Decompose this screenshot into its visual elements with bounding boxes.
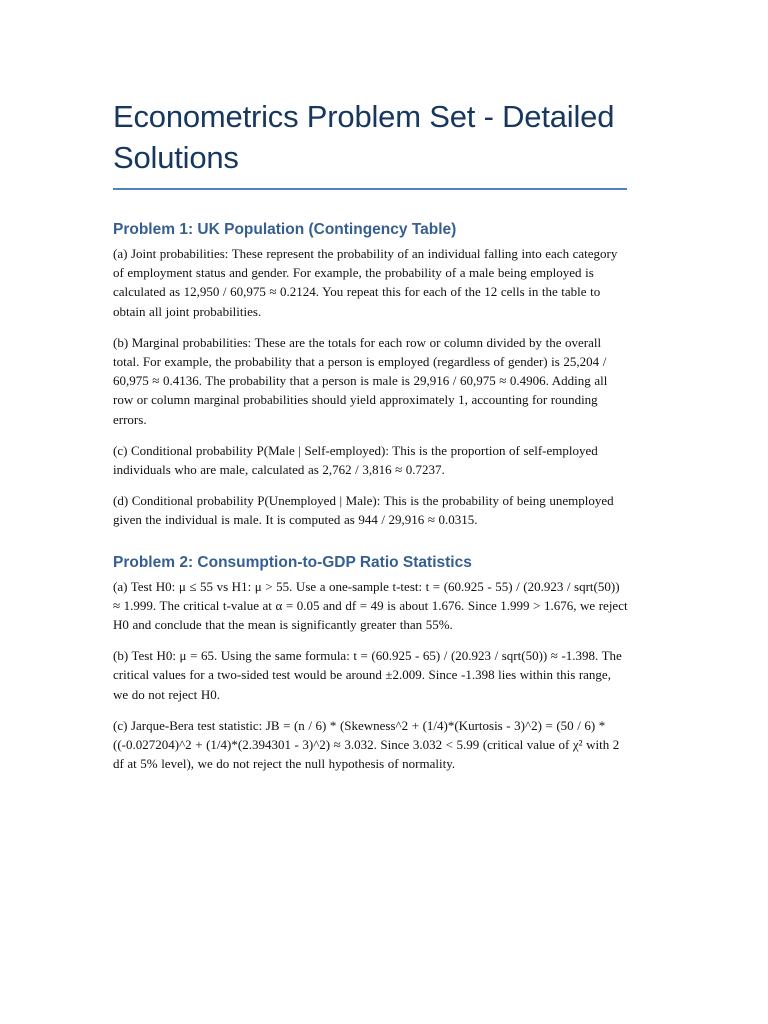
problem-2-part-a: (a) Test H0: μ ≤ 55 vs H1: μ > 55. Use a one-sample t-test: t = (60.925 - 55) / (20.923 / sqrt(50)) ≈ 1.999. The critical t-value at α = 0.05 and df = 49 is about 1.676. Since 1.999 > 1.676, we reject H0 and conclude that the mean is significantly greater than 55%. [113, 578, 628, 633]
problem-1-part-d: (d) Conditional probability P(Unemployed | Male): This is the probability of being unemployed given the individual is male. It is computed as 944 / 29,916 ≈ 0.0315. [113, 493, 614, 528]
problem-1-heading: Problem 1: UK Population (Contingency Table) [113, 221, 457, 238]
title-underline [113, 188, 627, 190]
problem-1-section [113, 220, 628, 530]
problem-2-section [113, 553, 628, 774]
problem-2-heading: Problem 2: Consumption-to-GDP Ratio Statistics [113, 553, 472, 571]
problem-2-part-c: (c) Jarque-Bera test statistic: JB = (n / 6) * (Skewness^2 + (1/4)*(Kurtosis - 3)^2) = (50 / 6) * ((-0.027204)^2 + (1/4)*(2.394301 - 3)^2) ≈ 3.032. Since 3.032 < 5.99 (critical value of χ² with 2 df at 5% level), we do not reject the null hypothesis of normality. [113, 717, 620, 772]
problem-1-part-a: (a) Joint probabilities: These represent the probability of an individual falling into each category of employment status and gender. For example, the probability of a male being employed is calculated as 12,950 / 60,975 ≈ 0.2124. You repeat this for each of the 12 cells in the table to obtain all joint probabilities. [113, 246, 618, 319]
problem-2-part-b: (b) Test H0: μ = 65. Using the same formula: t = (60.925 - 65) / (20.923 / sqrt(50)) ≈ -1.398. The critical values for a two-sided test would be around ±2.009. Since -1.398 lies within this range, we do not reject H0. [113, 648, 622, 702]
document-page [113, 0, 628, 773]
problem-1-part-c: (c) Conditional probability P(Male | Self-employed): This is the proportion of self-employed individuals who are male, calculated as 2,762 / 3,816 ≈ 0.7237. [113, 442, 598, 478]
document-title: Econometrics Problem Set - Detailed Solutions [113, 99, 615, 175]
problem-1-part-b: (b) Marginal probabilities: These are the totals for each row or column divided by the overall total. For example, the probability that a person is employed (regardless of gender) is 25,204 / 60,975 ≈ 0.4136. The probability that a person is male is 29,916 / 60,975 ≈ 0.4906. Adding all row or column marginal probabilities should yield approximately 1, accounting for rounding errors. [113, 334, 608, 427]
